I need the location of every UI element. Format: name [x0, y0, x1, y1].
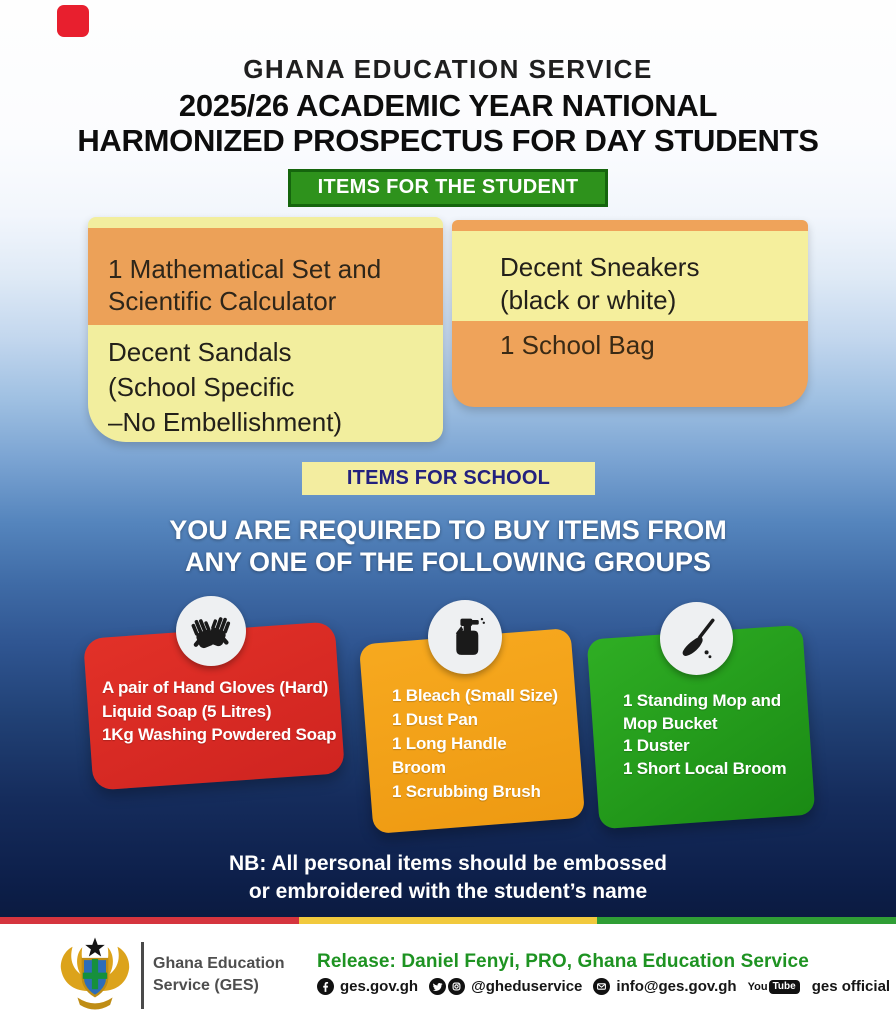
youtube-tube-text: Tube [769, 980, 800, 994]
math-set-item: 1 Mathematical Set and Scientific Calculator [88, 228, 443, 325]
group-1-items-list: A pair of Hand Gloves (Hard) Liquid Soap (5 Litres) 1Kg Washing Powdered Soap [102, 678, 337, 744]
facebook-icon [317, 978, 334, 995]
instagram-handle: @gheduservice [471, 978, 583, 995]
footer [0, 924, 896, 1024]
youtube-you-text: You [747, 980, 768, 993]
red-corner-marker [57, 5, 89, 37]
footer-divider [141, 942, 144, 1009]
ghana-flag-stripe [0, 917, 896, 924]
social-links-row [317, 978, 896, 995]
ges-coat-of-arms-logo [56, 936, 134, 1020]
org-title: GHANA EDUCATION SERVICE [243, 54, 653, 84]
stripe-yellow [299, 917, 598, 924]
stripe-red [0, 917, 299, 924]
student-items-card-left [88, 217, 443, 442]
spray-bottle-icon [428, 600, 502, 674]
school-bag-item: 1 School Bag [500, 330, 655, 360]
group-2-items-list: 1 Bleach (Small Size) 1 Dust Pan 1 Long Handle Broom 1 Scrubbing Brush [392, 686, 558, 801]
main-title: 2025/26 ACADEMIC YEAR NATIONAL HARMONIZED PROSPECTUS FOR DAY STUDENTS [77, 88, 819, 158]
facebook-handle: ges.gov.gh [340, 978, 419, 995]
youtube-handle: ges official [811, 978, 891, 995]
email-icon [593, 978, 610, 995]
sneakers-item: Decent Sneakers (black or white) [452, 231, 808, 321]
student-items-card-right [452, 220, 808, 407]
hand-gloves-icon [176, 596, 246, 666]
twitter-icon [429, 978, 446, 995]
youtube-icon [748, 980, 800, 994]
email-address: info@ges.gov.gh [616, 978, 737, 995]
items-for-student-badge: ITEMS FOR THE STUDENT [288, 169, 608, 207]
footer-org-name: Ghana Education Service (GES) [153, 955, 285, 994]
broom-icon [660, 602, 733, 675]
instagram-icon [448, 978, 465, 995]
nb-note: NB: All personal items should be embossed or embroidered with the student’s name [229, 852, 667, 903]
sandals-item: Decent Sandals (School Specific –No Embellishment) [108, 337, 343, 437]
buy-items-instruction: YOU ARE REQUIRED TO BUY ITEMS FROM ANY ONE OF THE FOLLOWING GROUPS [169, 515, 727, 577]
stripe-green [597, 917, 896, 924]
release-credit: Release: Daniel Fenyi, PRO, Ghana Education Service [317, 951, 809, 972]
items-for-school-badge: ITEMS FOR SCHOOL [302, 462, 595, 495]
group-3-items-list: 1 Standing Mop and Mop Bucket 1 Duster 1 Short Local Broom [623, 691, 787, 778]
